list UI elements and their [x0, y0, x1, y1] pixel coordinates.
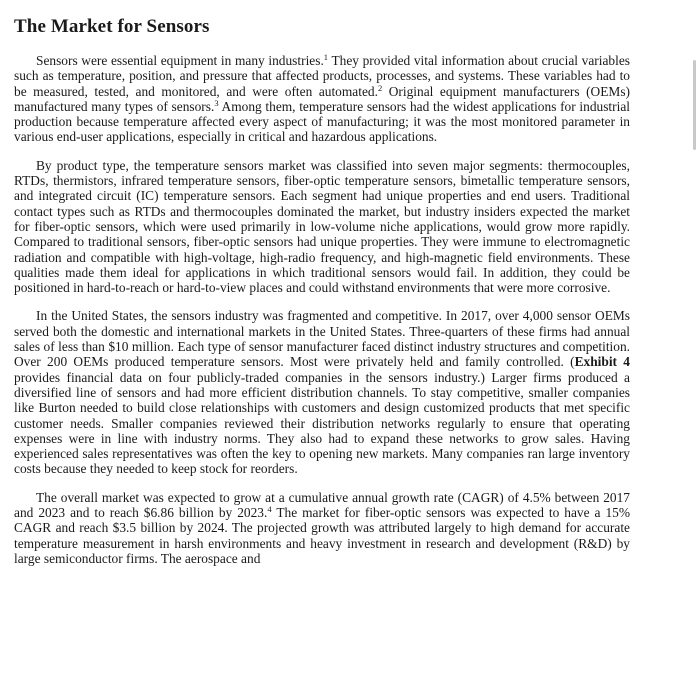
p1-sentence-1: Sensors were essential equipment in many industries. — [36, 53, 324, 68]
document-page — [14, 14, 630, 579]
p3-text-2: provides financial data on four publicly-traded companies in the sensors industry.) Larger firms produced a diversified line of sensors and had more efficient distribution channels. To stay competitive, smaller companies like Burton needed to build close relationships with customers and design customized products that met specific customer needs. Smaller companies reviewed their distribution networks regularly to ensure that operating expenses were in line with industry norms. They also had to expand these networks to grow sales. Having experienced sales representatives was often the key to opening new markets. Many companies ran large inventory costs because they needed to keep stock for reorders. — [14, 369, 630, 477]
exhibit-reference: Exhibit 4 — [574, 354, 630, 370]
footnote-ref-4[interactable]: 4 — [267, 504, 272, 515]
p4-text-2: The market for fiber-optic sensors was expected to have a 15% CAGR and reach $3.5 billion by 2024. The projected growth was attributed largely to high demand for accurate temperature measurement in harsh environments and heavy investment in research and development (R&D) by large semiconductor firms. The aerospace and — [14, 505, 631, 566]
footnote-ref-1[interactable]: 1 — [323, 52, 329, 62]
p3-text-1: In the United States, the sensors industry was fragmented and competitive. In 2017, over 4,000 sensor OEMs served both the domestic and international markets in the United States. Three-quarters of these firms had annual sales of less than $10 million. Each type of sensor manufacturer faced distinct industry structures and competition. Over 200 OEMs produced temperature sensors. Most were privately held and family controlled. ( — [14, 308, 630, 370]
p1-sentence-4: Among them, temperature sensors had the widest applications for industrial production because temperature affected every aspect of manufacturing; it was the most monitored parameter in various end-user applications, especially in critical and hazardous applications. — [14, 98, 630, 145]
paragraph-4 — [14, 490, 630, 566]
paragraph-1 — [14, 53, 630, 145]
footnote-ref-2[interactable]: 2 — [377, 82, 383, 93]
paragraph-2: By product type, the temperature sensors market was classified into seven major segments: thermocouples, RTDs, thermistors, infrared temperature sensors, fiber-optic temperature sensors, bimetallic temperature sensors, and integrated circuit (IC) temperature sensors. Each segment had unique properties and end users. Traditional contact types such as RTDs and thermocouples dominated the market, but industry insiders expected the market for fiber-optic sensors, which were used primarily in low-volume niche applications, would grow more rapidly. Compared to traditional sensors, fiber-optic sensors had unique properties. They were immune to electromagnetic radiation and compatible with high-voltage, high-radio frequency, and high-magnetic field environments. These qualities made them ideal for applications in which traditional sensors would fail. In addition, they could be positioned in hard-to-reach or hard-to-view places and could withstand environments that were more corrosive. — [14, 157, 630, 296]
paragraph-3 — [14, 308, 630, 476]
p4-text-1: The overall market was expected to grow at a cumulative annual growth rate (CAGR) of 4.5% between 2017 and 2023 and to reach $6.86 billion by 2023. — [14, 489, 630, 521]
page-title: The Market for Sensors — [14, 16, 210, 37]
p1-sentence-3: Original equipment manufacturers (OEMs) manufactured many types of sensors. — [14, 83, 630, 114]
vertical-scrollbar[interactable] — [693, 60, 696, 150]
p1-sentence-2: They provided vital information about crucial variables such as temperature, position, and pressure that affected products, processes, and systems. These variables had to be measured, tested, and monitored, and were often automated. — [14, 53, 630, 99]
footnote-ref-3[interactable]: 3 — [214, 97, 219, 108]
